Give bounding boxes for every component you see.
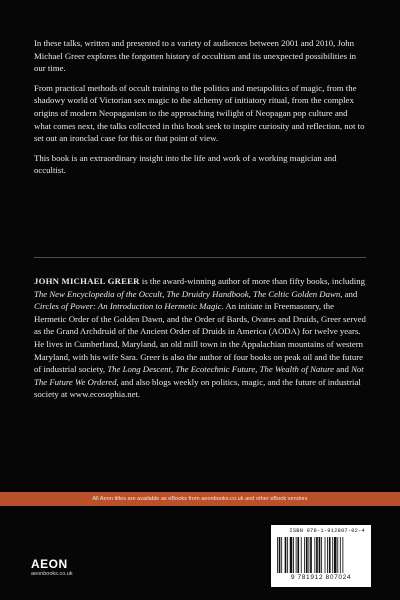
blurb-paragraph-2: From practical methods of occult training to the politics and metapolitics of magic, from the shadowy world of Victorian sex magic to the alchemy of initiatory ritual, from the complex origins of modern Neopaganism to the approaching twilight of Neopagan pop culture and what comes next, the talks collected in this book seek to inspire curiosity and reflection, not to set out an ironclad case for this or that point of view. [34,82,365,144]
book-title-6: The Ecotechnic Future [175,364,256,375]
bio-text-1: is the award-winning author of more than fifty books, including [139,276,365,286]
ebook-banner [0,492,400,506]
bio-text-8: and [334,364,352,375]
author-bio [34,275,366,401]
bio-text-3: , [248,288,253,299]
bio-text-9: , and also blogs weekly on politics, magic, and the future of industrial society at www.ecosophia.net. [34,376,361,400]
isbn-barcode [271,525,371,587]
author-name: JOHN MICHAEL GREER [34,276,140,286]
blurb-paragraph-1: In these talks, written and presented to a variety of audiences between 2001 and 2010, John Michael Greer explores the forgotten history of occultism and its unexpected possibilities in our time. [34,38,357,74]
bio-text-4: , and [340,288,358,299]
book-title-5: The Long Descent [107,364,171,375]
aeon-logo-icon: AEON [31,557,68,571]
book-title-1: The New Encyclopedia of the Occult [34,288,163,299]
book-title-2: The Druidry Handbook [166,288,249,299]
publisher-url: aeonbooks.co.uk [31,571,73,577]
isbn-label: ISBN 978-1-912807-02-4 [289,528,365,534]
book-title-3: The Celtic Golden Dawn [252,288,341,299]
ebook-note: All Aeon titles are available as eBooks from aeonbooks.co.uk and other eBook vendors [92,496,308,502]
bio-text-5: . An initiate in Freemasonry, the Hermetic Order of the Golden Dawn, and the Order of Bards, Ovates and Druids, Greer served as the Grand Archdruid of the Ancient Order of Druids in America (AODA) for twelve years. He lives in Cumberland, Maryland, an old mill town in the Appalachian mountains of western Maryland, with his wife Sara. Greer is also the author of four books on peak oil and the future of industrial society, [34,301,366,375]
blurb-paragraph-3: This book is an extraordinary insight into the life and work of a working magician and occultist. [34,152,337,176]
author-bio-text [34,275,366,401]
publisher-logo [31,557,73,577]
book-title-4: Circles of Power: An Introduction to Hermetic Magic [34,301,222,312]
book-blurb [34,37,366,184]
divider [34,257,366,258]
book-title-7: The Wealth of Nature [259,364,335,375]
bio-text-6: , [171,364,176,375]
barcode-icon [277,537,365,573]
bio-text-2: , [162,288,167,299]
book-title-8: Not The Future We Ordered [34,364,364,387]
bio-text-7: , [255,364,260,375]
ean-digits: 9 781912 807024 [290,574,352,581]
